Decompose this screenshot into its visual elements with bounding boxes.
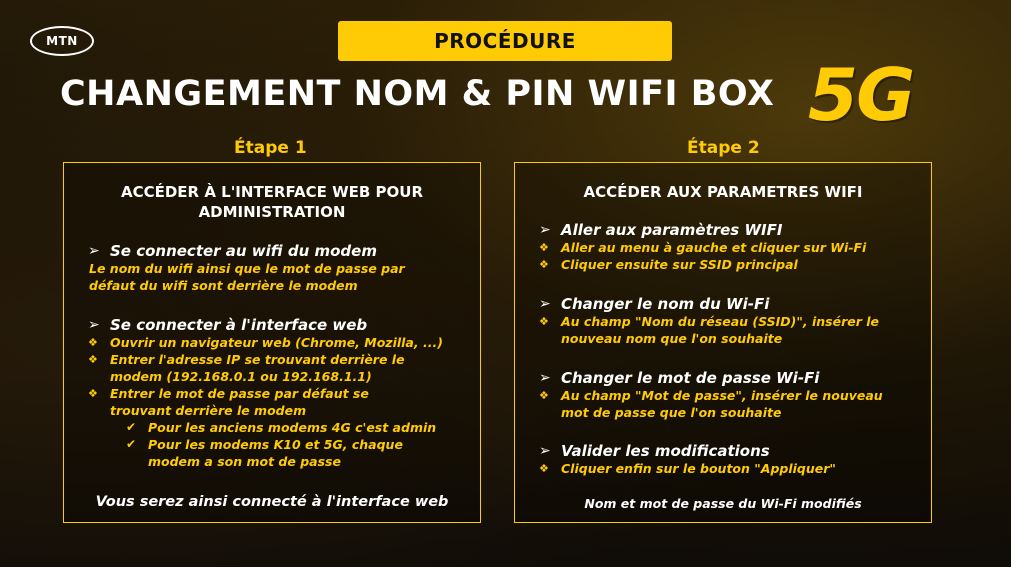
step-2-section-4 xyxy=(539,442,921,477)
step-1-footer: Vous serez ainsi connecté à l'interface web xyxy=(95,494,449,510)
diamond-bullet-icon: ❖ xyxy=(88,387,98,400)
arrow-icon: ➢ xyxy=(539,296,551,312)
arrow-icon: ➢ xyxy=(539,370,551,386)
check-item xyxy=(126,436,470,470)
step-2-label: Étape 2 xyxy=(687,138,760,158)
list-item xyxy=(539,239,921,256)
check-item-text: Pour les modems K10 et 5G, chaque modem a son mot de passe xyxy=(148,437,403,469)
diamond-bullet-icon: ❖ xyxy=(88,336,98,349)
list-item xyxy=(539,387,921,421)
diamond-bullet-icon: ❖ xyxy=(539,462,549,475)
list-item xyxy=(539,313,921,347)
procedure-badge xyxy=(338,21,672,61)
step-2-section-2 xyxy=(539,295,921,347)
section-heading: Se connecter à l'interface web xyxy=(110,316,368,334)
step-2-section-1 xyxy=(539,221,921,273)
list-item-text: Cliquer ensuite sur SSID principal xyxy=(561,257,798,272)
list-item xyxy=(539,256,921,273)
list-item-text: Cliquer enfin sur le bouton "Appliquer" xyxy=(561,461,836,476)
step-1-section-2 xyxy=(88,316,470,470)
arrow-icon: ➢ xyxy=(88,317,100,333)
diamond-bullet-icon: ❖ xyxy=(539,389,549,402)
section-heading: Valider les modifications xyxy=(561,442,770,460)
step-2-section-3 xyxy=(539,369,921,421)
check-item xyxy=(126,419,470,436)
section-heading: Changer le mot de passe Wi-Fi xyxy=(561,369,820,387)
page-title: CHANGEMENT NOM & PIN WIFI BOX xyxy=(60,74,775,114)
diamond-bullet-icon: ❖ xyxy=(539,258,549,271)
badge-text: PROCÉDURE xyxy=(434,29,576,53)
check-icon: ✔ xyxy=(126,437,137,451)
step-2-footer: Nom et mot de passe du Wi-Fi modifiés xyxy=(584,496,862,511)
arrow-icon: ➢ xyxy=(539,222,551,238)
step-2-box xyxy=(514,162,932,523)
list-item-text: Entrer le mot de passe par défaut se trouvant derrière le modem xyxy=(110,386,369,418)
diamond-bullet-icon: ❖ xyxy=(539,241,549,254)
5g-logo: 5G xyxy=(808,53,914,137)
list-item xyxy=(88,351,470,385)
list-item-text: Ouvrir un navigateur web (Chrome, Mozilla, ...) xyxy=(110,335,443,350)
diamond-bullet-icon: ❖ xyxy=(88,353,98,366)
list-item xyxy=(88,385,470,419)
list-item-text: Au champ "Nom du réseau (SSID)", insérer le nouveau nom que l'on souhaite xyxy=(561,314,880,346)
section-heading: Aller aux paramètres WIFI xyxy=(561,221,783,239)
section-heading: Changer le nom du Wi-Fi xyxy=(561,295,770,313)
section-heading: Se connecter au wifi du modem xyxy=(110,242,377,260)
section-note: Le nom du wifi ainsi que le mot de passe par défaut du wifi sont derrière le modem xyxy=(89,261,405,293)
diamond-bullet-icon: ❖ xyxy=(539,315,549,328)
check-icon: ✔ xyxy=(126,420,137,434)
step-1-label: Étape 1 xyxy=(234,138,307,158)
list-item-text: Entrer l'adresse IP se trouvant derrière le modem (192.168.0.1 ou 192.168.1.1) xyxy=(110,352,405,384)
list-item xyxy=(88,334,470,351)
step-1-section-1 xyxy=(88,242,470,294)
arrow-icon: ➢ xyxy=(539,443,551,459)
step-2-title: ACCÉDER AUX PARAMETRES WIFI xyxy=(583,183,863,201)
list-item-text: Aller au menu à gauche et cliquer sur Wi-Fi xyxy=(561,240,867,255)
list-item xyxy=(539,460,921,477)
step-1-box xyxy=(63,162,481,523)
check-item-text: Pour les anciens modems 4G c'est admin xyxy=(148,420,437,435)
list-item-text: Au champ "Mot de passe", insérer le nouveau mot de passe que l'on souhaite xyxy=(561,388,883,420)
step-1-title: ACCÉDER À L'INTERFACE WEB POUR ADMINISTRATION xyxy=(120,183,424,221)
logo-text: MTN xyxy=(46,34,78,48)
mtn-logo xyxy=(30,26,94,56)
arrow-icon: ➢ xyxy=(88,243,100,259)
